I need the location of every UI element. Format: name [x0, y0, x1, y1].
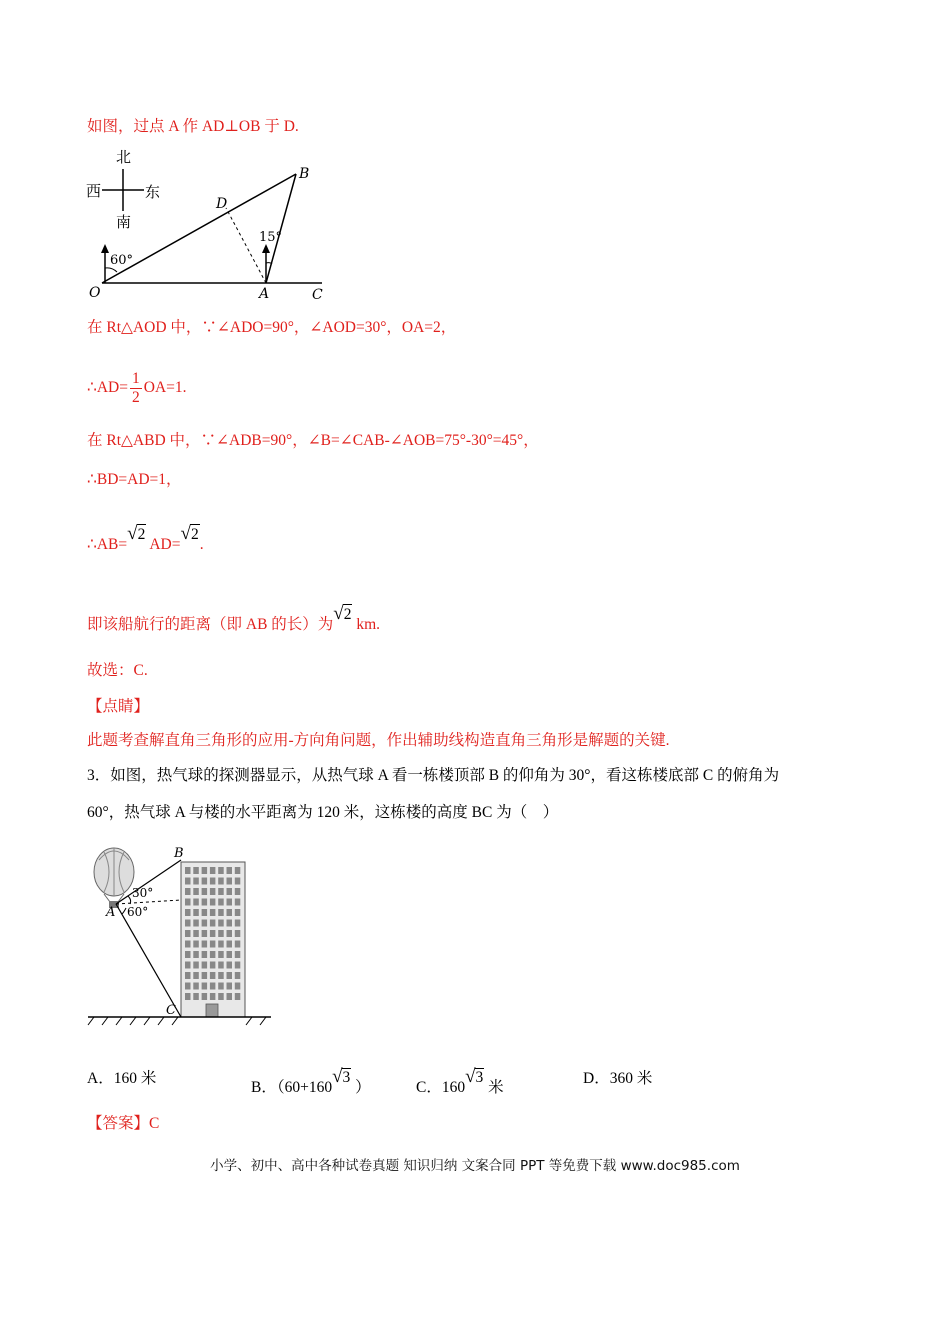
- fraction-denominator: 2: [132, 389, 140, 406]
- building-window: [185, 930, 191, 937]
- building-window: [185, 909, 191, 916]
- building-window: [185, 972, 191, 979]
- point-C: C: [166, 1003, 176, 1018]
- compass-east: 东: [145, 183, 161, 201]
- building-window: [210, 962, 216, 969]
- building-window: [193, 930, 199, 937]
- comment-text: 此题考查解直角三角形的应用-方向角问题，作出辅助线构造直角三角形是解题的关键.: [87, 732, 670, 749]
- building-window: [227, 972, 233, 979]
- building-window: [210, 867, 216, 874]
- point-A: A: [259, 286, 270, 302]
- building-window: [218, 867, 224, 874]
- radical-sign: √: [333, 603, 344, 624]
- building-window: [210, 930, 216, 937]
- point-A: A: [106, 905, 116, 920]
- solution-conclusion: [87, 604, 380, 635]
- solution-step2: [87, 370, 187, 407]
- building-window: [235, 888, 241, 895]
- step5-suffix: .: [199, 536, 204, 553]
- direction-angle-figure: [84, 145, 334, 305]
- building-window: [227, 962, 233, 969]
- building-window: [210, 878, 216, 885]
- conclusion-prefix: 即该船航行的距离（即 AB 的长）为: [87, 616, 334, 633]
- building-window: [185, 951, 191, 958]
- building-window: [218, 930, 224, 937]
- building-window: [210, 920, 216, 927]
- solution-step4: ∴BD=AD=1，: [87, 471, 182, 488]
- building-window: [185, 888, 191, 895]
- building-window: [202, 920, 208, 927]
- building-window: [202, 867, 208, 874]
- angle-up-label: 30°: [132, 886, 154, 900]
- building-window: [202, 899, 208, 906]
- building-window: [227, 867, 233, 874]
- building-window: [210, 941, 216, 948]
- option-b-prefix: B．（60+160: [251, 1079, 333, 1096]
- solution-choice: 故选：C.: [87, 662, 148, 679]
- solution-step3: 在 Rt△ABD 中，∵∠ADB=90°，∠B=∠CAB-∠AOB=75°-30°=45°，: [87, 432, 539, 449]
- building-window: [235, 983, 241, 990]
- building-window: [193, 983, 199, 990]
- building-window: [202, 878, 208, 885]
- building-window: [202, 909, 208, 916]
- building-window: [193, 993, 199, 1000]
- building-window: [185, 867, 191, 874]
- building-window: [193, 888, 199, 895]
- building-window: [193, 951, 199, 958]
- option-a[interactable]: A．160 米: [87, 1070, 157, 1087]
- building-window: [218, 962, 224, 969]
- building-window: [218, 899, 224, 906]
- building-window: [185, 878, 191, 885]
- option-c[interactable]: [416, 1066, 504, 1097]
- radicand: 2: [190, 526, 199, 543]
- building-window: [185, 993, 191, 1000]
- solution-intro: 如图，过点 A 作 AD⊥OB 于 D.: [87, 118, 299, 135]
- answer-line: 【答案】C: [87, 1115, 160, 1132]
- sqrt-three: [465, 1066, 484, 1088]
- building-window: [202, 888, 208, 895]
- building-window: [185, 962, 191, 969]
- point-B: B: [299, 166, 310, 182]
- building-window: [227, 993, 233, 1000]
- building-window: [193, 941, 199, 948]
- radical-sign: √: [465, 1066, 476, 1087]
- sqrt-two: [181, 524, 200, 545]
- sqrt-two: [333, 604, 352, 625]
- building-window: [202, 930, 208, 937]
- step2-suffix: OA=1.: [143, 379, 187, 397]
- building-window: [202, 941, 208, 948]
- building-window: [227, 878, 233, 885]
- building-window: [193, 878, 199, 885]
- building-window: [227, 888, 233, 895]
- solution-step1: 在 Rt△AOD 中，∵∠ADO=90°，∠AOD=30°，OA=2，: [87, 319, 457, 336]
- building-window: [218, 983, 224, 990]
- building-window: [235, 962, 241, 969]
- point-O: O: [89, 285, 101, 301]
- point-D: D: [216, 196, 228, 212]
- page-footer[interactable]: 小学、初中、高中各种试卷真题 知识归纳 文案合同 PPT 等免费下载 www.doc985.com: [210, 1158, 740, 1174]
- question3-line2: 60°，热气球 A 与楼的水平距离为 120 米，这栋楼的高度 BC 为（ ）: [87, 804, 559, 821]
- building-window: [202, 962, 208, 969]
- building-window: [227, 909, 233, 916]
- point-C: C: [312, 287, 323, 303]
- comment-label: 【点睛】: [87, 698, 150, 715]
- option-c-prefix: C．160: [416, 1079, 466, 1096]
- radicand: 2: [137, 526, 146, 543]
- building-window: [235, 920, 241, 927]
- compass-west: 西: [86, 182, 102, 200]
- fraction-one-half: [130, 370, 142, 407]
- building-window: [218, 941, 224, 948]
- building-window: [210, 983, 216, 990]
- building-window: [210, 972, 216, 979]
- building-window: [227, 920, 233, 927]
- question3-line1: 3．如图，热气球的探测器显示，从热气球 A 看一栋楼顶部 B 的仰角为 30°，看这栋楼底部 C 的俯角为: [87, 767, 780, 784]
- building-window: [218, 972, 224, 979]
- building-window: [210, 899, 216, 906]
- sqrt-three: [332, 1066, 351, 1088]
- fraction-numerator: 1: [132, 370, 140, 387]
- radicand: 3: [342, 1069, 351, 1086]
- building-window: [235, 951, 241, 958]
- angle-A-label: 15°: [259, 230, 283, 245]
- radical-sign: √: [127, 523, 138, 544]
- building-window: [227, 899, 233, 906]
- building-window: [185, 920, 191, 927]
- option-b-suffix: ）: [355, 1079, 371, 1096]
- building-window: [193, 899, 199, 906]
- building-window: [210, 993, 216, 1000]
- building-window: [185, 899, 191, 906]
- building-window: [218, 888, 224, 895]
- building-window: [235, 930, 241, 937]
- building-window: [185, 983, 191, 990]
- option-d[interactable]: D．360 米: [583, 1070, 653, 1087]
- balloon-building-figure: [86, 842, 276, 1028]
- building-window: [227, 983, 233, 990]
- compass-south: 南: [116, 213, 132, 231]
- building-window: [235, 899, 241, 906]
- radicand: 2: [343, 606, 352, 623]
- radical-sign: √: [180, 523, 191, 544]
- building-window: [193, 867, 199, 874]
- building-window: [227, 941, 233, 948]
- building-window: [227, 951, 233, 958]
- compass-north: 北: [116, 148, 132, 166]
- building-window: [227, 930, 233, 937]
- building-window: [210, 951, 216, 958]
- building-window: [218, 909, 224, 916]
- option-b[interactable]: [251, 1066, 371, 1097]
- building-window: [218, 920, 224, 927]
- building-window: [210, 909, 216, 916]
- building-window: [218, 878, 224, 885]
- step5-prefix: ∴AB=: [87, 536, 128, 553]
- building-window: [185, 941, 191, 948]
- radicand: 3: [475, 1069, 484, 1086]
- building-window: [193, 972, 199, 979]
- building-window: [193, 909, 199, 916]
- building-window: [235, 867, 241, 874]
- building-window: [235, 972, 241, 979]
- option-c-suffix: 米: [488, 1079, 504, 1096]
- point-B: B: [174, 846, 184, 861]
- step5-mid: AD=: [149, 536, 181, 553]
- step2-prefix: ∴AD=: [87, 379, 128, 397]
- building-window: [202, 951, 208, 958]
- building-window: [202, 972, 208, 979]
- building-window: [218, 951, 224, 958]
- conclusion-suffix: km.: [356, 616, 381, 633]
- building-window: [193, 962, 199, 969]
- angle-O-label: 60°: [110, 253, 134, 268]
- building-window: [235, 993, 241, 1000]
- building-window: [218, 993, 224, 1000]
- building-window: [235, 878, 241, 885]
- building-window: [202, 983, 208, 990]
- building-window: [210, 888, 216, 895]
- radical-sign: √: [332, 1066, 343, 1087]
- building-window: [235, 941, 241, 948]
- angle-down-label: 60°: [127, 905, 149, 919]
- building-window: [235, 909, 241, 916]
- building-window: [193, 920, 199, 927]
- building-window: [202, 993, 208, 1000]
- sqrt-two: [127, 524, 146, 545]
- solution-step5: [87, 524, 204, 555]
